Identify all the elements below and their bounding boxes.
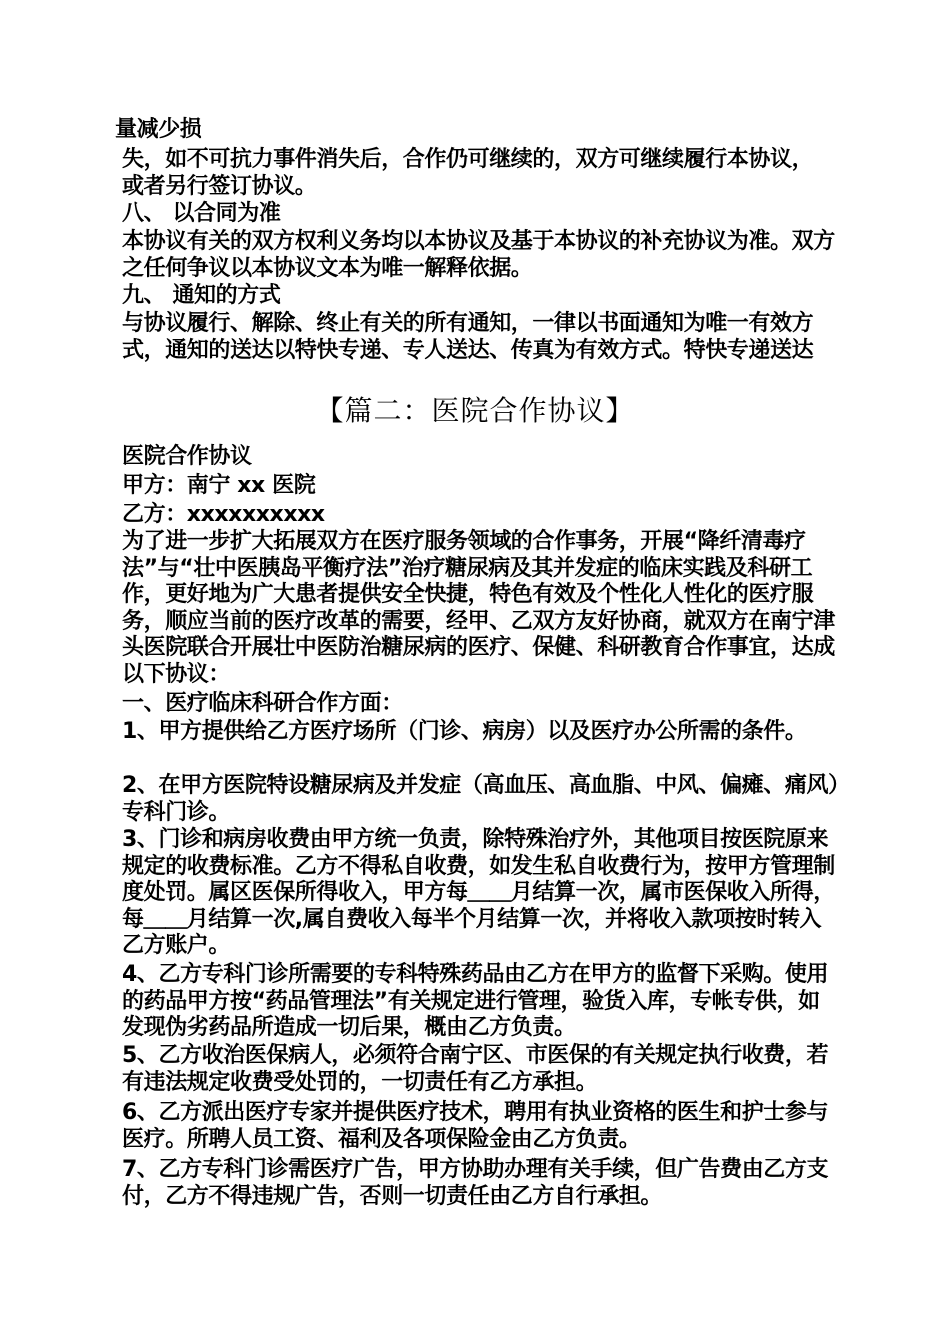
paragraph-clause-8: 本协议有关的双方权利义务均以本协议及基于本协议的补充协议为准。双方之任何争议以本协议文本为唯一解释依据。 [122, 229, 835, 281]
heading-clause-8: 八、 以合同为准 [122, 201, 281, 226]
section-heading-block [0, 394, 950, 428]
heading-clause-9: 九、 通知的方式 [122, 283, 281, 308]
list-item: 3、门诊和病房收费由甲方统一负责，除特殊治疗外，其他项目按医院原来规定的收费标准。乙方不得私自收费，如发生私自收费行为，按甲方管理制度处罚。属区医保所得收入，甲方每＿＿月结算一次，属市医保收入所得，每＿＿月结算一次,属自费收入每半个月结算一次，并将收入款项按时转入乙方账户。 [122, 827, 835, 958]
list-item: 1、甲方提供给乙方医疗场所（门诊、病房）以及医疗办公所需的条件。 [122, 719, 807, 744]
list-item: 6、乙方派出医疗专家并提供医疗技术，聘用有执业资格的医生和护士参与医疗。所聘人员工资、福利及各项保险金由乙方负责。 [122, 1100, 829, 1152]
section-heading: 【篇二：医院合作协议】 [315, 394, 635, 427]
item-2-block [0, 773, 950, 826]
list-item: 5、乙方收治医保病人，必须符合南宁区、市医保的有关规定执行收费，若有违法规定收费受处罚的，一切责任有乙方承担。 [122, 1043, 829, 1095]
list-item: 2、在甲方医院特设糖尿病及并发症（高血压、高血脂、中风、偏瘫、痛风）专科门诊。 [122, 773, 839, 825]
item-1-block [0, 719, 950, 746]
item-5-block [0, 1043, 950, 1096]
item-7-block [0, 1157, 950, 1210]
fragment-paragraph [0, 117, 950, 144]
clause-9-heading [0, 283, 950, 310]
paragraph-fragment-start: 量减少损 [115, 117, 202, 142]
paragraph-intro: 为了进一步扩大拓展双方在医疗服务领域的合作事务，开展“降纤清毒疗法”与“壮中医胰岛平衡疗法”治疗糖尿病及其并发症的临床实践及科研工作，更好地为广大患者提供安全快捷，特色有效及个性化人性化的医疗服务，顺应当前的医疗改革的需要，经甲、乙双方友好协商，就双方在南宁津头医院联合开展壮中医防治糖尿病的医疗、保健、科研教育合作事宜，达成以下协议： [122, 529, 835, 687]
clause-8-body [0, 229, 950, 282]
section-1-block [0, 691, 950, 718]
agreement-title: 医院合作协议 [122, 444, 252, 469]
list-item: 4、乙方专科门诊所需要的专科特殊药品由乙方在甲方的监督下采购。使用的药品甲方按“药品管理法”有关规定进行管理，验货入库，专帐专供，如发现伪劣药品所造成一切后果，概由乙方负责。 [122, 962, 829, 1040]
item-6-block [0, 1100, 950, 1153]
item-4-block [0, 962, 950, 1042]
clause-9-body [0, 311, 950, 364]
item-3-block [0, 827, 950, 960]
heading-section-1: 一、医疗临床科研合作方面： [122, 691, 403, 716]
party-b-block [0, 502, 950, 529]
agreement-title-block [0, 444, 950, 471]
party-a: 甲方：南宁 xx 医院 [122, 473, 316, 498]
paragraph-force-majeure: 失，如不可抗力事件消失后，合作仍可继续的，双方可继续履行本协议， 或者另行签订协议。 [122, 147, 824, 199]
party-a-block [0, 473, 950, 500]
clause-8-heading [0, 201, 950, 228]
list-item: 7、乙方专科门诊需医疗广告，甲方协助办理有关手续，但广告费由乙方支付，乙方不得违规广告，否则一切责任由乙方自行承担。 [122, 1157, 829, 1209]
intro-block [0, 529, 950, 688]
party-b: 乙方：xxxxxxxxxx [122, 502, 325, 527]
force-majeure-paragraph [0, 147, 950, 200]
paragraph-clause-9: 与协议履行、解除、终止有关的所有通知，一律以书面通知为唯一有效方式，通知的送达以特快专递、专人送达、传真为有效方式。特快专递送达 [122, 311, 814, 363]
